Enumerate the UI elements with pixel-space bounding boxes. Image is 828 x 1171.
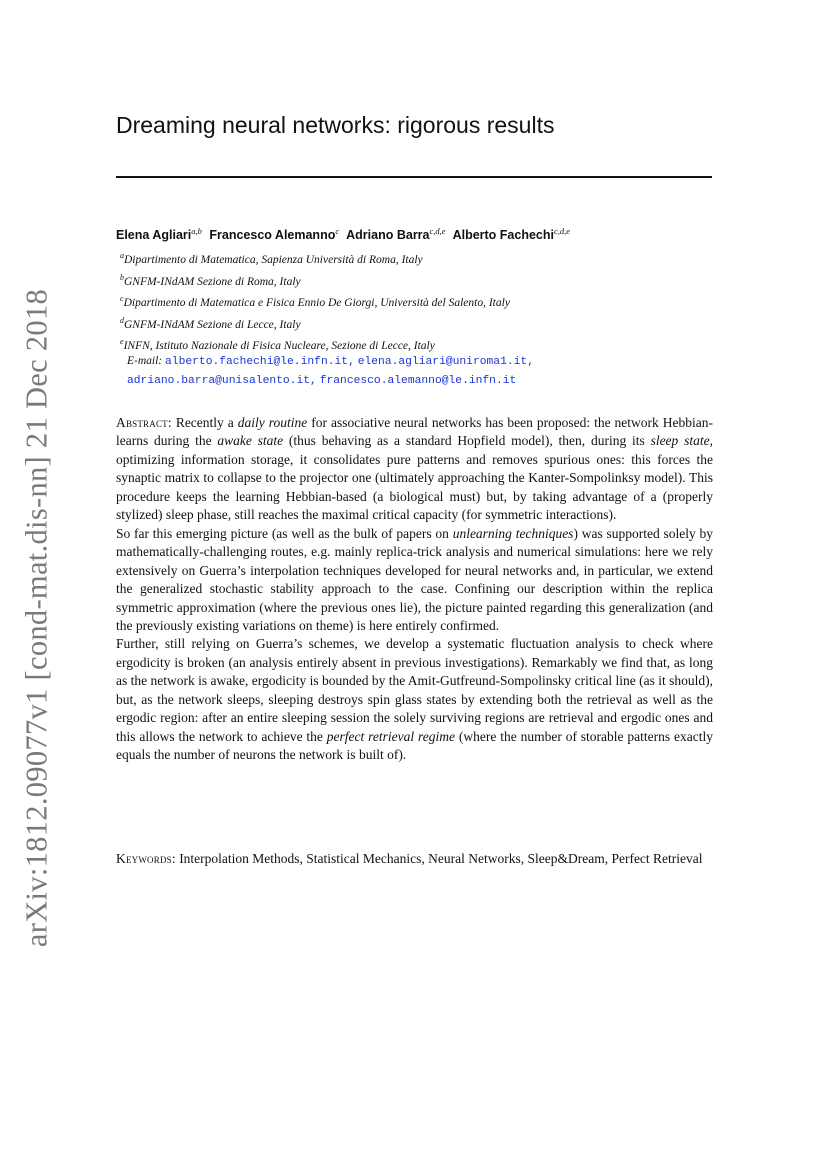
- keywords: [116, 850, 713, 868]
- author-fachechi: Alberto Fachechi$^{c,d,e}$: [452, 226, 571, 243]
- keywords-text: Interpolation Methods, Statistical Mechanics, Neural Networks, Sleep&Dream, Perfect Retrieval: [179, 851, 703, 866]
- affiliation-d: $^d$GNFM-INdAM Sezione di Lecce, Italy: [120, 316, 301, 331]
- abstract-paragraph-2: So far this emerging picture (as well as the bulk of papers on unlearning techniques) was supported solely by mathematically-challenging routes, e.g. mainly replica-trick analysis and numerical simulations: here we rely extensively on Guerra’s interpolation techniques developed for neural networks and, in particular, we extend the generalized stochastic stability approach to the case. Confining our description within the replica symmetric approximation (where the previous ones lie), the picture painted regarding this generalization (and the previously existing variations on theme) is here entirely confirmed.: [116, 525, 713, 633]
- email-line-2: adriano.barra@unisalento.it, francesco.alemanno@le.infn.it: [127, 375, 517, 387]
- abstract: [116, 414, 713, 765]
- affiliation-a: $^a$Dipartimento di Matematica, Sapienza Università di Roma, Italy: [120, 251, 423, 266]
- email-link-barra[interactable]: adriano.barra@unisalento.it: [127, 375, 311, 387]
- email-line-1: E-mail: alberto.fachechi@le.infn.it, elena.agliari@uniroma1.it,: [127, 355, 534, 368]
- abstract-heading: Abstract:: [116, 415, 172, 430]
- abstract-paragraph-1: Abstract: Recently a daily routine for associative neural networks has been proposed: the network Hebbian-learns during the awake state (thus behaving as a standard Hopfield model), then, during its sleep state, optimizing information storage, it consolidates pure patterns and removes spurious ones: this forces the synaptic matrix to collapse to the projector one (ultimately approaching the Kanter-Sompolinksy model). This procedure keeps the learning Hebbian-based (a biological must) but, by taking advantage of a (properly stylized) sleep phase, still reaches the maximal critical capacity (for symmetric interactions).: [116, 415, 713, 523]
- email-link-fachechi[interactable]: alberto.fachechi@le.infn.it: [165, 356, 349, 368]
- title-rule: [116, 176, 712, 178]
- email-label: E-mail:: [127, 355, 163, 367]
- affiliation-b: $^b$GNFM-INdAM Sezione di Roma, Italy: [120, 273, 301, 288]
- author-list: [116, 226, 574, 242]
- abstract-paragraph-3: Further, still relying on Guerra’s schemes, we develop a systematic fluctuation analysis to check where ergodicity is broken (an analysis entirely absent in previous investigations). Remarkably we find that, as long as the network is awake, ergodicity is bounded by the Amit-Gutfreund-Sompolinsky critical line (as it should), but, as the network sleeps, sleeping destroys spin glass states by extending both the retrieval as well as the ergodic region: after an entire sleeping session the solely surviving regions are retrieval and ergodic ones and this allows the network to achieve the perfect retrieval regime (where the number of storable patterns exactly equals the number of neurons the network is built of).: [116, 636, 714, 763]
- affiliation-c: $^c$Dipartimento di Matematica e Fisica Ennio De Giorgi, Università del Salento, Italy: [120, 294, 510, 309]
- arxiv-identifier: arXiv:1812.09077v1 [cond-mat.dis-nn] 21 Dec 2018: [19, 288, 54, 948]
- affiliation-e: $^e$INFN, Istituto Nazionale di Fisica Nucleare, Sezione di Lecce, Italy: [120, 337, 435, 352]
- email-link-agliari[interactable]: elena.agliari@uniroma1.it: [357, 356, 528, 368]
- author-barra: Adriano Barra$^{c,d,e}$: [346, 226, 446, 243]
- keywords-heading: Keywords:: [116, 851, 176, 866]
- author-alemanno: Francesco Alemanno$^c$: [209, 226, 340, 243]
- author-agliari: Elena Agliari$^{a,b}$: [116, 226, 202, 243]
- arxiv-side-stamp: [18, 0, 56, 1171]
- email-link-alemanno[interactable]: francesco.alemanno@le.infn.it: [319, 375, 517, 387]
- paper-title: Dreaming neural networks: rigorous results: [116, 112, 555, 138]
